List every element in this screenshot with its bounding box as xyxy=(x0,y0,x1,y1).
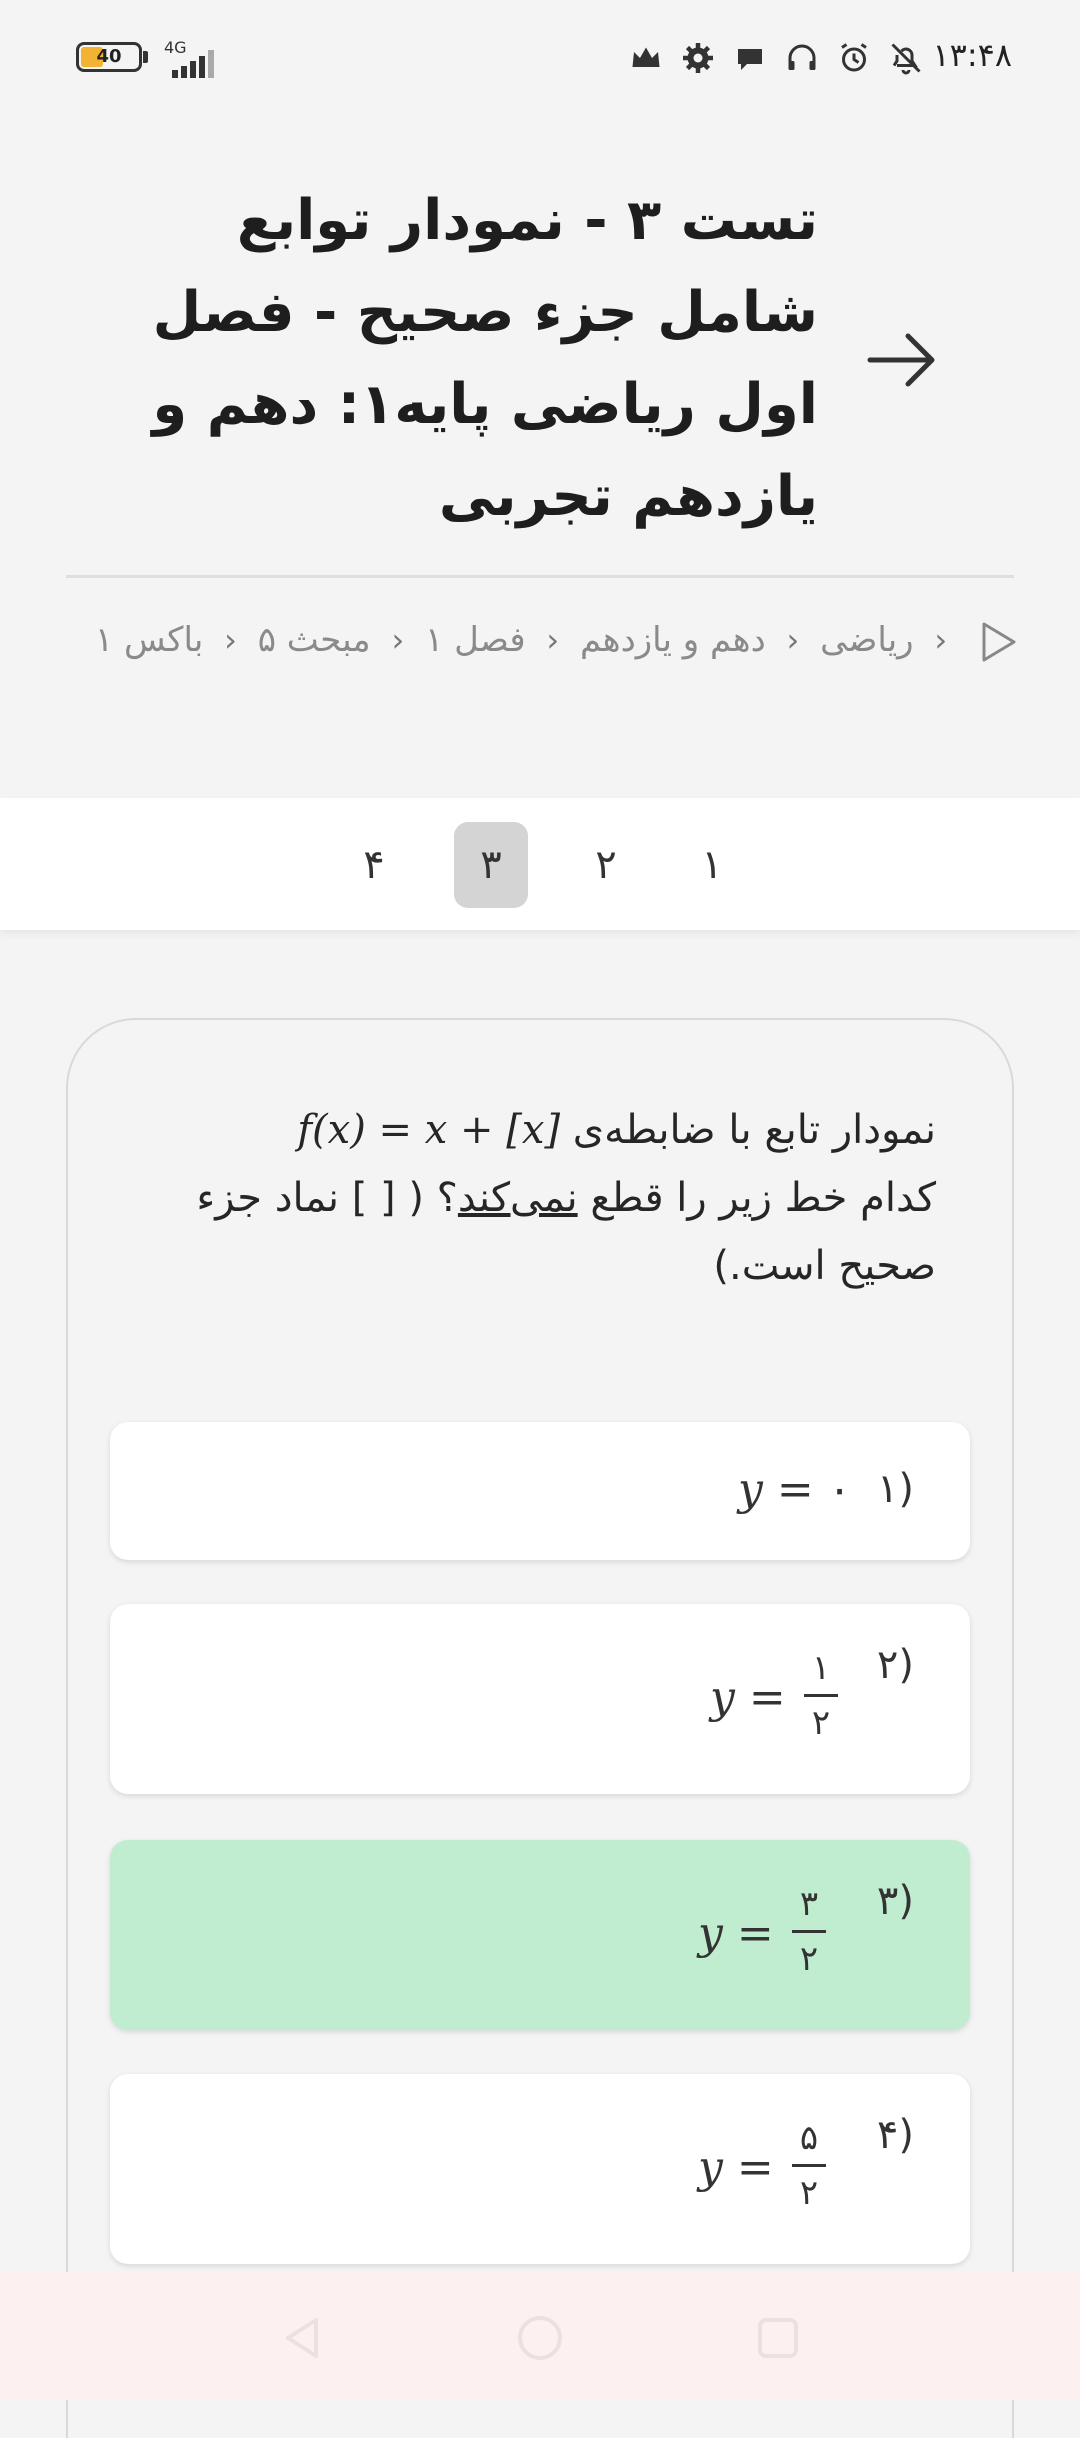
settings-icon xyxy=(680,40,716,76)
network-type: 4G xyxy=(164,38,187,57)
question-tabs xyxy=(0,798,1080,930)
tab-3[interactable]: ۳ xyxy=(454,822,528,908)
option-fraction: ۳ ۲ xyxy=(792,1884,826,1979)
breadcrumb-item[interactable]: فصل ۱ xyxy=(425,620,526,660)
option-1[interactable] xyxy=(110,1422,970,1560)
breadcrumb-item[interactable]: مبحث ۵ xyxy=(257,620,371,660)
tab-1[interactable]: ۱ xyxy=(701,842,723,888)
chevron-left-icon: ‹ xyxy=(786,621,800,659)
signal-icon xyxy=(158,38,230,78)
breadcrumb-item[interactable]: دهم و یازدهم xyxy=(580,620,766,660)
headphones-icon xyxy=(784,40,820,76)
breadcrumb xyxy=(80,610,1020,670)
bell-off-icon xyxy=(888,40,924,76)
option-expression: y = xyxy=(698,1908,774,1959)
home-circle-icon[interactable] xyxy=(514,2312,566,2364)
chevron-left-icon: ‹ xyxy=(224,621,237,659)
option-expression: y = ۰ xyxy=(738,1464,852,1515)
recents-square-icon[interactable] xyxy=(752,2312,804,2364)
battery-nub xyxy=(143,51,148,63)
header-divider xyxy=(66,575,1014,578)
tab-2[interactable]: ۲ xyxy=(595,842,617,888)
status-time: ۱۳:۴۸ xyxy=(932,36,1012,74)
option-2[interactable] xyxy=(110,1604,970,1794)
question-part1: نمودار تابع با ضابطه‌ی xyxy=(572,1107,936,1153)
option-3-correct[interactable] xyxy=(110,1840,970,2030)
back-triangle-icon[interactable] xyxy=(276,2312,328,2364)
page-title: تست ۳ - نمودار توابع شامل جزء صحیح - فصل اول ریاضی پایه۱: دهم و یازدهم تجربی xyxy=(152,188,818,529)
chat-icon xyxy=(732,40,768,76)
system-nav-bar xyxy=(0,2272,1080,2400)
question-formula: f(x) = x + [x] xyxy=(297,1107,561,1153)
option-fraction: ۵ ۲ xyxy=(792,2118,826,2213)
tab-4[interactable]: ۴ xyxy=(363,842,385,888)
option-expression: y = xyxy=(710,1672,786,1723)
option-4[interactable] xyxy=(110,2074,970,2264)
question-underlined: نمی‌کند xyxy=(457,1175,578,1221)
question-part2: کدام خط زیر را قطع xyxy=(590,1175,936,1221)
battery-icon xyxy=(76,42,142,72)
option-number: (۴ xyxy=(876,2112,914,2158)
breadcrumb-item[interactable]: ریاضی xyxy=(820,620,914,660)
battery-level: 40 xyxy=(96,46,122,67)
status-bar xyxy=(0,0,1080,118)
notification-icons xyxy=(628,38,924,78)
breadcrumb-item[interactable]: باکس ۱ xyxy=(94,620,204,660)
header xyxy=(0,160,1080,530)
option-expression: y = xyxy=(698,2142,774,2193)
alarm-icon xyxy=(836,40,872,76)
option-number: (۳ xyxy=(876,1878,914,1924)
arrow-right-icon[interactable] xyxy=(862,320,942,400)
option-fraction: ۱ ۲ xyxy=(804,1648,838,1743)
chevron-left-icon: ‹ xyxy=(934,621,948,659)
crown-icon xyxy=(628,40,664,76)
question-part3: ؟ ( [ ] نماد جزء صحیح است.) xyxy=(196,1175,936,1289)
chevron-left-icon: ‹ xyxy=(546,621,560,659)
play-icon[interactable] xyxy=(976,620,1020,664)
question-text xyxy=(96,1096,936,1300)
option-number: (۱ xyxy=(876,1466,914,1512)
option-number: (۲ xyxy=(876,1642,914,1688)
chevron-left-icon: ‹ xyxy=(391,621,405,659)
